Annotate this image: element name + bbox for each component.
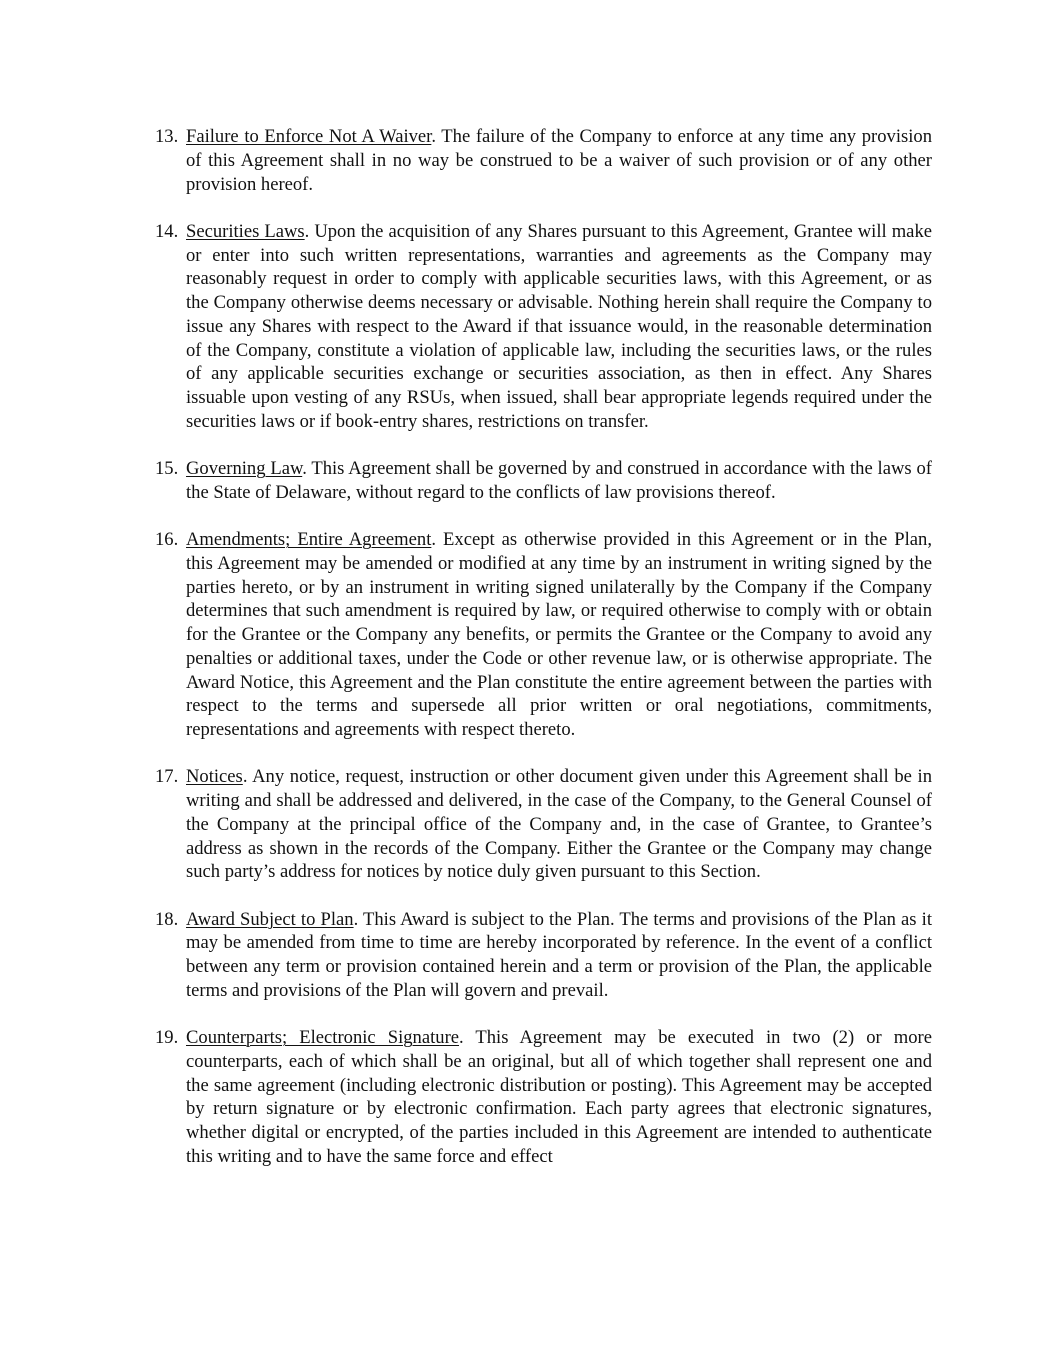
section-16	[155, 528, 932, 742]
section-heading: Securities Laws	[186, 220, 305, 242]
section-heading: Notices	[186, 766, 243, 788]
section-18	[155, 908, 932, 1003]
section-body: . The failure of the Company to enforce at any time any provision of this Agreement shall in no way be construed to be a waiver of such provision or of any other provision hereof.	[186, 126, 932, 195]
section-number: 19.	[155, 1027, 179, 1048]
section-body: . This Agreement shall be governed by and construed in accordance with the laws of the State of Delaware, without regard to the conflicts of law provisions thereof.	[186, 458, 932, 503]
section-body: . This Award is subject to the Plan. The terms and provisions of the Plan as it may be amended from time to time are hereby incorporated by reference. In the event of a conflict between any term or provision contained herein and a term or provision of the Plan, the applicable terms and provisions of the Plan will govern and prevail.	[186, 908, 932, 1001]
section-heading: Amendments; Entire Agreement	[186, 529, 432, 550]
section-heading: Failure to Enforce Not A Waiver	[186, 126, 432, 147]
section-14	[155, 220, 932, 434]
section-13	[155, 125, 932, 196]
section-body: . Upon the acquisition of any Shares pursuant to this Agreement, Grantee will make or enter into such written representations, warranties and agreements as the Company may reasonably request in order to comply with applicable securities laws, with this Agreement, or as the Company otherwise deems necessary or advisable. Nothing herein shall require the Company to issue any Shares with respect to the Award if that issuance would, in the reasonable determination of the Company, constitute a violation of applicable law, including the securities laws, or the rules of any applicable securities exchange or securities association, as then in effect. Any Shares issuable upon vesting of any RSUs, when issued, shall bear appropriate legends required under the securities laws or if book-entry shares, restrictions on transfer.	[186, 220, 932, 432]
section-number: 18.	[155, 908, 179, 930]
section-15	[155, 457, 932, 505]
section-heading: Counterparts; Electronic Signature	[186, 1027, 460, 1048]
section-body: . Any notice, request, instruction or other document given under this Agreement shall be in writing and shall be addressed and delivered, in the case of the Company, to the General Counsel of the Company at the principal office of the Company and, in the case of Grantee, to Grantee’s address as shown in the records of the Company. Either the Grantee or the Company may change such party’s address for notices by notice duly given pursuant to this Section.	[186, 766, 932, 883]
agreement-sections	[155, 125, 932, 1169]
section-heading: Award Subject to Plan	[186, 908, 354, 930]
section-19	[155, 1026, 932, 1169]
section-17	[155, 765, 932, 884]
section-body: . This Agreement may be executed in two (2) or more counterparts, each of which shall be an original, but all of which together shall represent one and the same agreement (including electronic distribution or posting). This Agreement may be accepted by return signature or by electronic confirmation. Each party agrees that electronic signatures, whether digital or encrypted, of the parties included in this Agreement are intended to authenticate this writing and to have the same force and effect	[186, 1027, 932, 1167]
section-number: 16.	[155, 529, 179, 550]
section-body: . Except as otherwise provided in this Agreement or in the Plan, this Agreement may be amended or modified at any time by an instrument in writing signed by the parties hereto, or by an instrument in writing signed unilaterally by the Company if the Company determines that such amendment is required by law, or required otherwise to comply with or obtain for the Grantee or the Company any benefits, or permits the Grantee or the Company to avoid any penalties or additional taxes, under the Code or other revenue law, or is otherwise appropriate. The Award Notice, this Agreement and the Plan constitute the entire agreement between the parties with respect to the terms and supersede all prior written or oral negotiations, commitments, representations and agreements with respect thereto.	[186, 529, 932, 740]
section-number: 14.	[155, 220, 179, 242]
section-number: 17.	[155, 766, 179, 788]
section-number: 13.	[155, 126, 179, 147]
section-number: 15.	[155, 458, 179, 479]
section-heading: Governing Law	[186, 458, 303, 479]
